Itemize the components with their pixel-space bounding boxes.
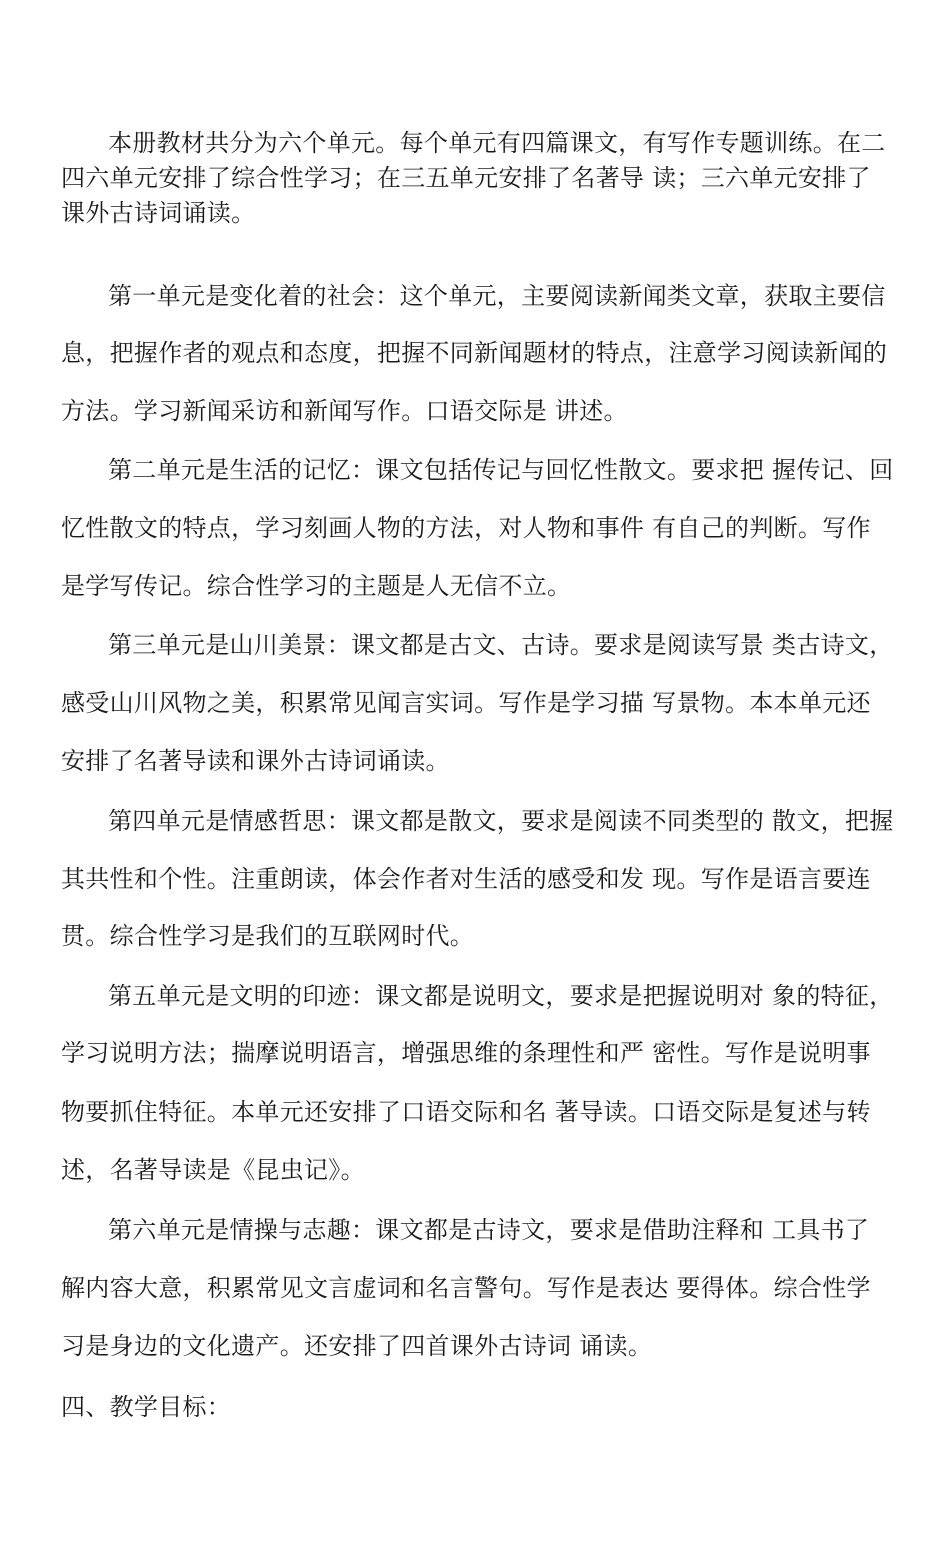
- unit-5-line-2: 学习说明方法；揣摩说明语言，增强思维的条理性和严 密性。写作是说明事: [61, 1039, 871, 1067]
- unit-2-line-2: 忆性散文的特点，学习刻画人物的方法，对人物和事件 有自己的判断。写作: [61, 514, 871, 542]
- unit-4-line-3: 贯。综合性学习是我们的互联网时代。: [61, 922, 475, 950]
- unit-1-line-1: 第一单元是变化着的社会：这个单元，主要阅读新闻类文章，获取主要信: [108, 282, 886, 310]
- unit-4-line-2: 其共性和个性。注重朗读，体会作者对生活的感受和发 现。写作是语言要连: [61, 865, 871, 893]
- unit-6-line-1: 第六单元是情操与志趣：课文都是古诗文，要求是借助注释和 工具书了: [108, 1216, 870, 1244]
- unit-1-line-2: 息，把握作者的观点和态度，把握不同新闻题材的特点，注意学习阅读新闻的: [61, 339, 888, 367]
- unit-6-line-3: 习是身边的文化遗产。还安排了四首课外古诗词 诵读。: [61, 1332, 653, 1360]
- unit-5-line-4: 述，名著导读是《昆虫记》。: [61, 1156, 365, 1184]
- unit-4-line-1: 第四单元是情感哲思：课文都是散文，要求是阅读不同类型的 散文，把握: [108, 807, 894, 835]
- unit-1-line-3: 方法。学习新闻采访和新闻写作。口语交际是 讲述。: [61, 397, 628, 425]
- unit-2-line-1: 第二单元是生活的记忆：课文包括传记与回忆性散文。要求把 握传记、回: [108, 456, 894, 484]
- unit-5-line-3: 物要抓住特征。本单元还安排了口语交际和名 著导读。口语交际是复述与转: [61, 1098, 871, 1126]
- unit-6-line-2: 解内容大意，积累常见文言虚词和名言警句。写作是表达 要得体。综合性学: [61, 1274, 871, 1302]
- unit-2-line-3: 是学写传记。综合性学习的主题是人无信不立。: [61, 572, 572, 600]
- unit-3-line-3: 安排了名著导读和课外古诗词诵读。: [61, 747, 450, 775]
- intro-line-2: 四六单元安排了综合性学习；在三五单元安排了名著导 读；三六单元安排了: [61, 164, 871, 192]
- intro-line-3: 课外古诗词诵读。: [61, 199, 256, 227]
- section-heading: 四、教学目标：: [61, 1393, 232, 1421]
- unit-3-line-1: 第三单元是山川美景：课文都是古文、古诗。要求是阅读写景 类古诗文，: [108, 631, 894, 659]
- intro-line-1: 本册教材共分为六个单元。每个单元有四篇课文，有写作专题训练。在二: [108, 129, 886, 157]
- unit-3-line-2: 感受山川风物之美，积累常见闻言实词。写作是学习描 写景物。本本单元还: [61, 689, 871, 717]
- unit-5-line-1: 第五单元是文明的印迹：课文都是说明文，要求是把握说明对 象的特征，: [108, 982, 894, 1010]
